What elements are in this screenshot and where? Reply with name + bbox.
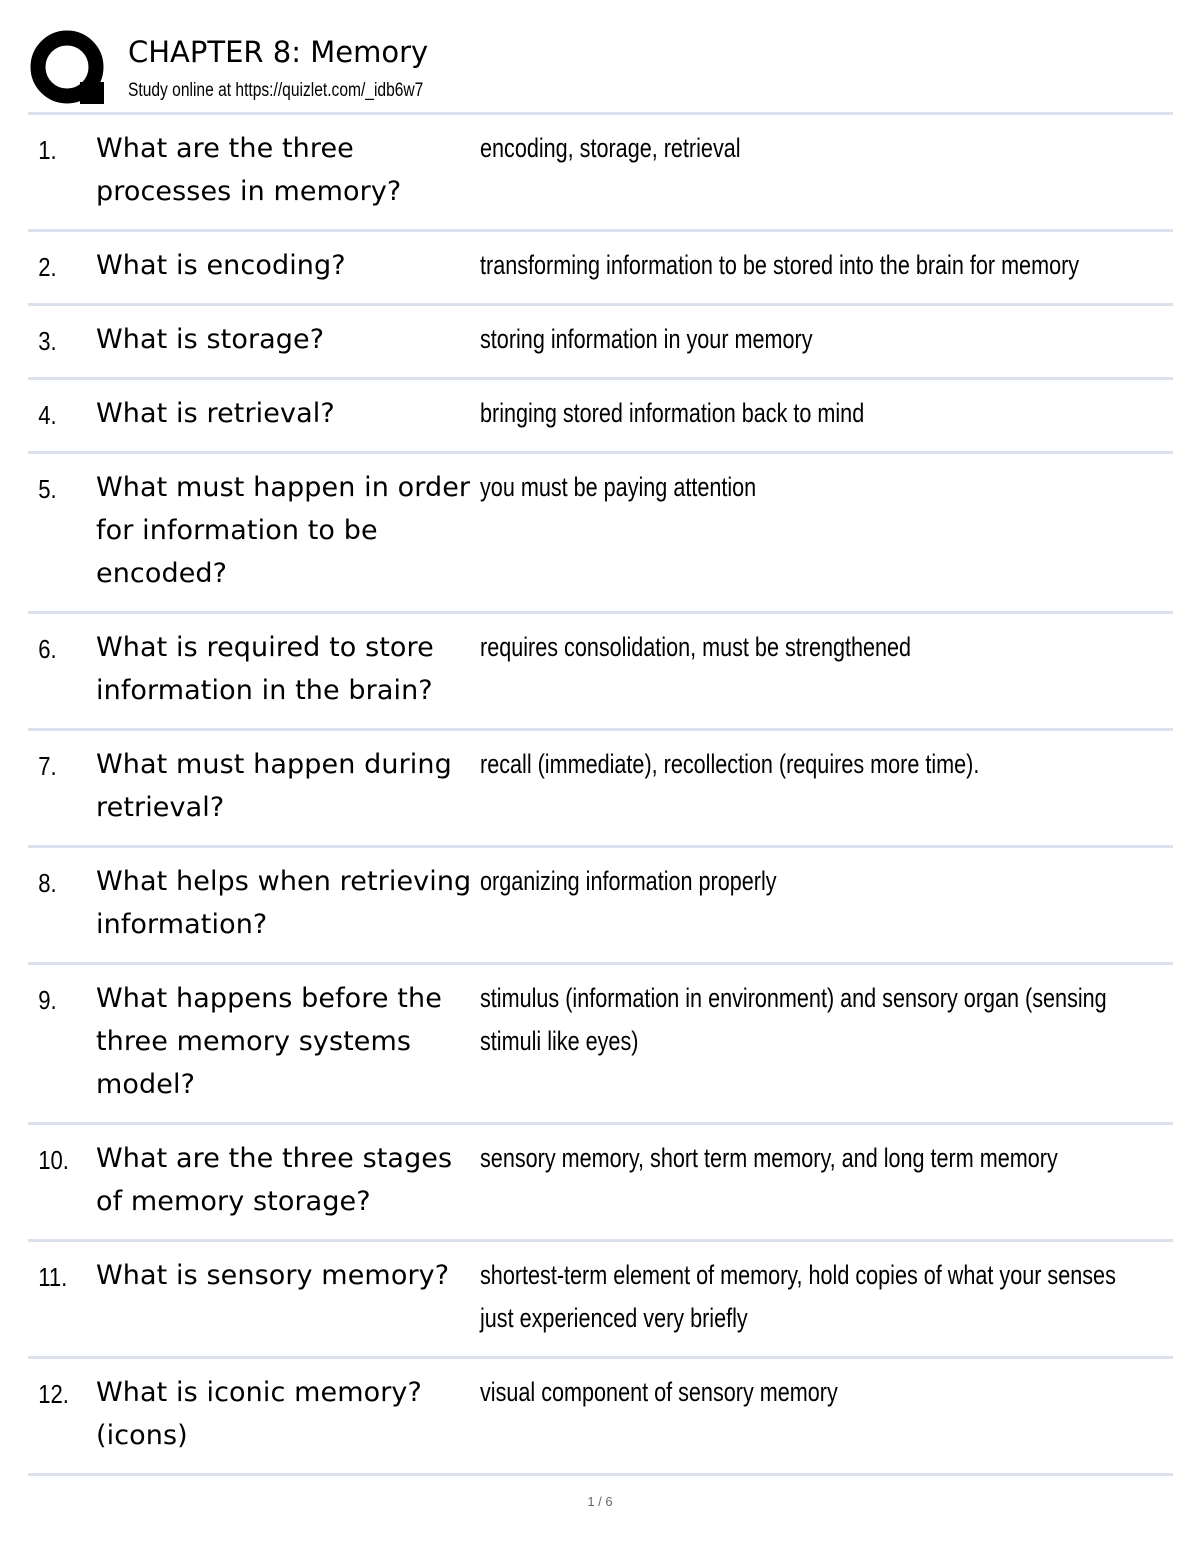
card-row	[28, 614, 1173, 731]
card-term: What are the three stages of memory storage?	[96, 1143, 453, 1217]
card-definition-text: recall (immediate), recollection (requires more time).	[480, 749, 980, 779]
card-row	[28, 380, 1173, 454]
card-number: 12.	[38, 1379, 69, 1409]
page-title: CHAPTER 8: Memory	[128, 35, 429, 69]
page-number: 1 / 6	[587, 1494, 613, 1509]
card-definition-text: requires consolidation, must be strengthened	[480, 632, 912, 662]
card-row	[28, 731, 1173, 848]
card-row	[28, 1242, 1173, 1359]
card-row	[28, 454, 1173, 614]
card-term: What must happen during retrieval?	[96, 749, 452, 823]
card-definition-text: sensory memory, short term memory, and long term memory	[480, 1143, 1058, 1173]
card-definition-text: encoding, storage, retrieval	[480, 133, 741, 163]
card-definition	[480, 454, 1200, 509]
card-definition-text: organizing information properly	[480, 866, 777, 896]
card-row	[28, 848, 1173, 965]
card-row	[28, 1125, 1173, 1242]
card-number: 3.	[38, 326, 57, 356]
card-row	[28, 965, 1173, 1125]
card-number: 1.	[38, 135, 57, 165]
card-term: What helps when retrieving information?	[96, 866, 472, 940]
card-definition	[480, 115, 1200, 170]
card-term: What is sensory memory?	[96, 1260, 450, 1291]
card-definition	[480, 1359, 1200, 1414]
card-definition	[480, 848, 1200, 903]
card-definition	[480, 232, 1200, 287]
card-number: 10.	[38, 1145, 69, 1175]
card-definition-text: storing information in your memory	[480, 324, 813, 354]
card-term: What is required to store information in the brain?	[96, 632, 434, 706]
card-term: What are the three processes in memory?	[96, 133, 402, 207]
card-term: What is storage?	[96, 324, 325, 355]
card-term: What must happen in order for information to be encoded?	[96, 472, 471, 589]
page-header	[30, 30, 1170, 110]
card-definition-text: visual component of sensory memory	[480, 1377, 838, 1407]
card-definition-text: transforming information to be stored into the brain for memory	[480, 250, 1080, 280]
card-definition-text: stimulus (information in environment) and sensory organ (sensing stimuli like eyes)	[480, 983, 1107, 1056]
card-definition	[480, 1242, 1200, 1340]
quizlet-logo-icon	[30, 30, 110, 108]
card-number: 7.	[38, 751, 57, 781]
card-number: 4.	[38, 400, 57, 430]
card-definition	[480, 614, 1200, 669]
card-definition	[480, 306, 1200, 361]
card-number: 11.	[38, 1262, 68, 1292]
card-number: 2.	[38, 252, 57, 282]
card-number: 8.	[38, 868, 57, 898]
card-term: What happens before the three memory systems model?	[96, 983, 442, 1100]
card-definition	[480, 965, 1200, 1063]
card-row	[28, 115, 1173, 232]
card-definition	[480, 1125, 1200, 1180]
card-definition	[480, 380, 1200, 435]
card-number: 6.	[38, 634, 57, 664]
card-term: What is iconic memory? (icons)	[96, 1377, 422, 1451]
card-term: What is retrieval?	[96, 398, 335, 429]
card-row	[28, 232, 1173, 306]
card-number: 9.	[38, 985, 57, 1015]
card-definition-text: shortest-term element of memory, hold copies of what your senses just experienced very briefly	[480, 1260, 1116, 1333]
study-online-link[interactable]: Study online at https://quizlet.com/_idb6w7	[128, 80, 424, 101]
card-definition	[480, 731, 1200, 786]
card-row	[28, 306, 1173, 380]
card-definition-text: you must be paying attention	[480, 472, 757, 502]
card-row	[28, 1359, 1173, 1476]
card-definition-text: bringing stored information back to mind	[480, 398, 865, 428]
flashcard-list	[28, 112, 1173, 1476]
card-number: 5.	[38, 474, 57, 504]
card-term: What is encoding?	[96, 250, 346, 281]
